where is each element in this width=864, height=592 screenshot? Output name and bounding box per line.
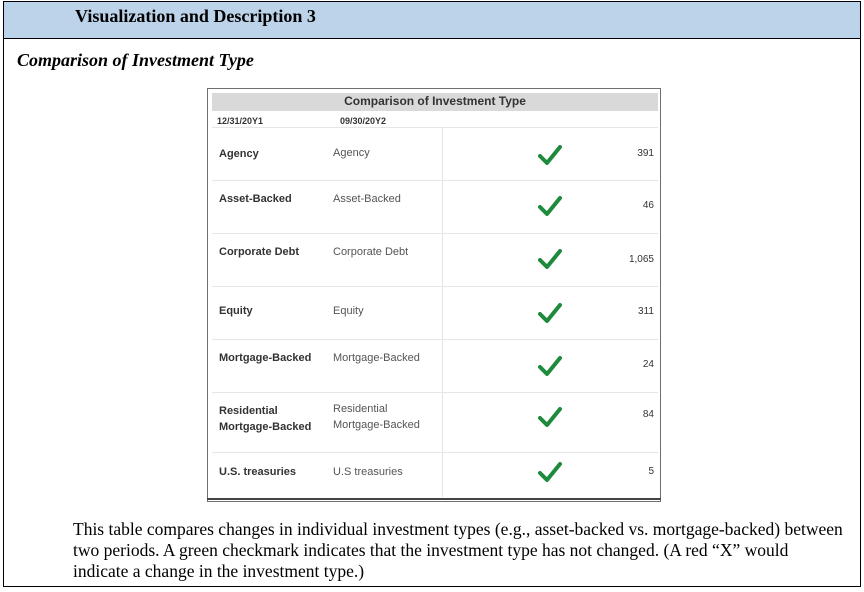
checkmark-icon (538, 460, 562, 484)
current-type-line: Residential (333, 403, 388, 415)
prior-type-cell: Corporate Debt (219, 246, 300, 258)
amount-cell: 46 (642, 200, 654, 211)
prior-type-line: Mortgage-Backed (219, 421, 312, 433)
checkmark-icon (538, 354, 562, 378)
table-row (212, 181, 658, 234)
checkmark-icon (538, 143, 562, 167)
amount-cell: 311 (638, 306, 654, 317)
table-row (212, 234, 658, 287)
prior-type-line: Residential (219, 405, 278, 417)
comparison-table (207, 88, 661, 502)
table-title: Comparison of Investment Type (344, 94, 526, 108)
prior-type-cell: Agency (219, 148, 259, 160)
current-type-cell: U.S treasuries (333, 466, 403, 478)
prior-type-cell (219, 403, 311, 435)
checkmark-icon (538, 301, 562, 325)
header-title: Visualization and Description 3 (75, 6, 316, 26)
table-header (212, 93, 658, 111)
table-row (212, 393, 658, 453)
amount-cell: 5 (648, 466, 654, 477)
current-type-cell: Agency (333, 147, 370, 159)
amount-cell: 1,065 (628, 254, 654, 265)
amount-cell: 24 (642, 359, 654, 370)
prior-type-cell: Equity (219, 305, 253, 317)
column-date-current: 09/30/20Y2 (340, 116, 387, 126)
current-type-cell: Asset-Backed (333, 193, 401, 205)
current-type-cell: Corporate Debt (333, 246, 409, 258)
table-row (212, 340, 658, 393)
column-date-prior: 12/31/20Y1 (217, 116, 264, 126)
current-type-cell: Mortgage-Backed (333, 352, 420, 364)
checkmark-icon (538, 194, 562, 218)
table-row (212, 453, 658, 497)
checkmark-icon (538, 405, 562, 429)
checkmark-icon (538, 247, 562, 271)
prior-type-cell: U.S. treasuries (219, 466, 297, 478)
table-row (212, 287, 658, 340)
divider (207, 498, 661, 500)
prior-type-cell: Mortgage-Backed (219, 352, 312, 364)
current-type-cell: Equity (333, 305, 364, 317)
current-type-line: Mortgage-Backed (333, 419, 420, 431)
prior-type-cell: Asset-Backed (219, 193, 292, 205)
amount-cell: 391 (637, 148, 654, 159)
current-type-cell (333, 401, 420, 433)
table-row (212, 128, 658, 181)
header-bar (4, 2, 860, 39)
description-text: This table compares changes in individual investment types (e.g., asset-backed vs. mortgage-backed) between two periods. A green checkmark indicates that the investment type has not changed. (A red “X” would indicate a change in the investment type.) (73, 519, 843, 581)
amount-cell: 84 (642, 409, 654, 420)
section-subtitle: Comparison of Investment Type (17, 50, 254, 70)
